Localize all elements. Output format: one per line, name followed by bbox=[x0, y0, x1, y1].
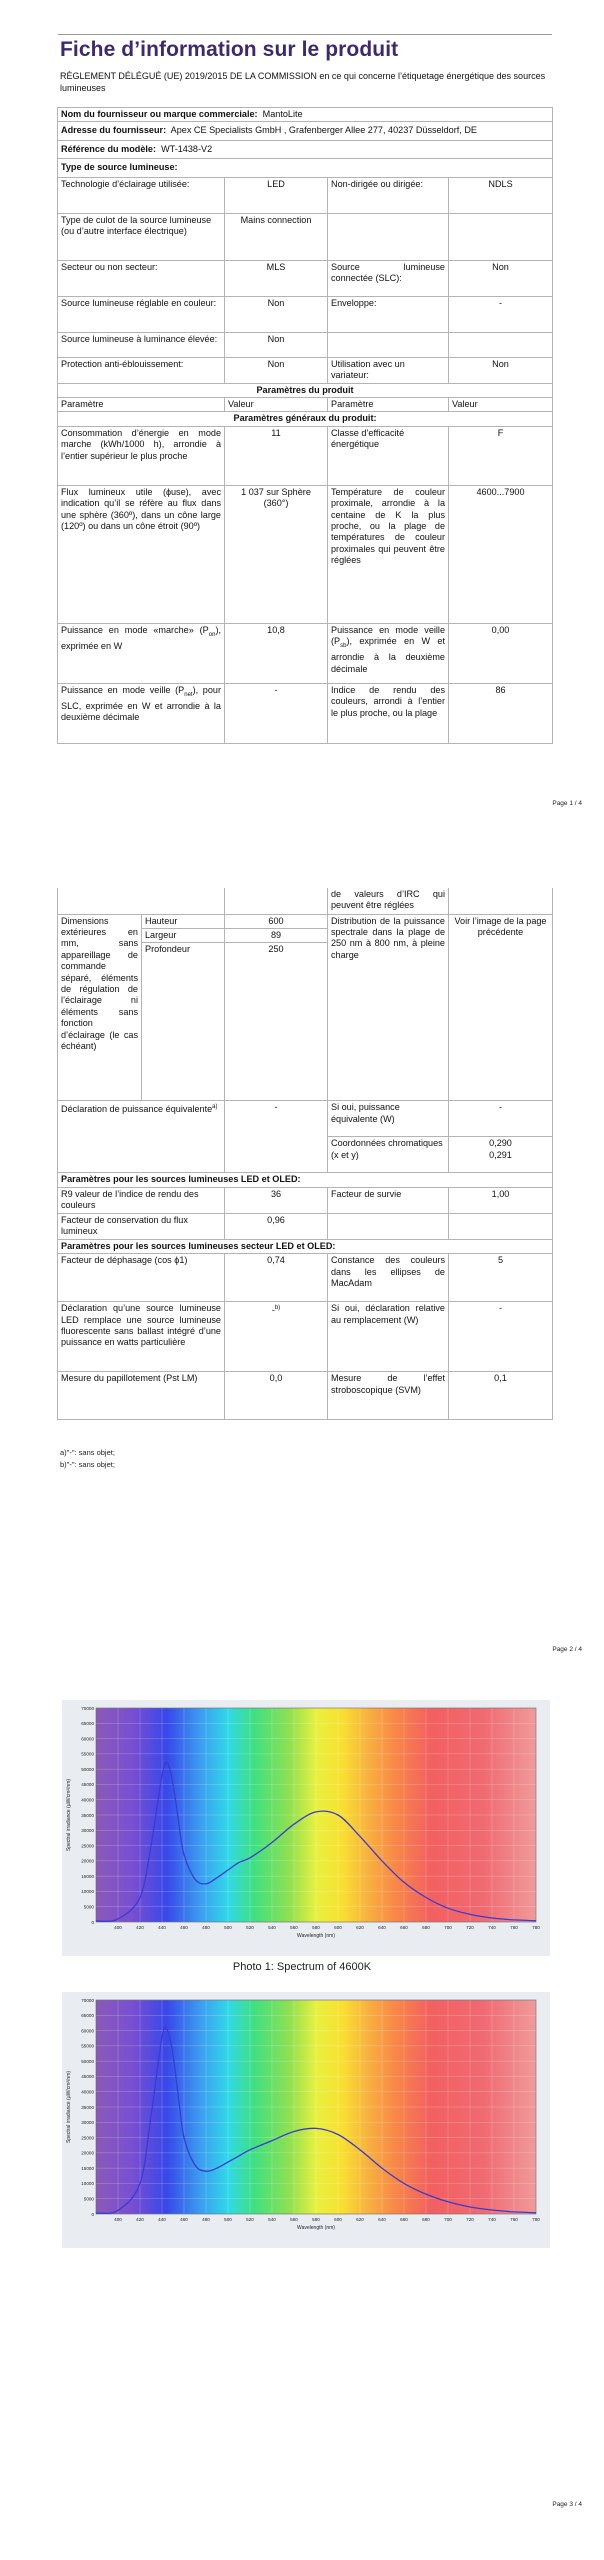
y-tick-label: 15000 bbox=[81, 1873, 94, 1879]
y-tick-label: 50000 bbox=[81, 2058, 94, 2064]
y-tick-label: 45000 bbox=[81, 2074, 94, 2080]
y-axis-label: Spectral irradiance (µW/cm²/nm) bbox=[66, 2070, 72, 2144]
led-header: Paramètres pour les sources lumineuses LED et OLED: bbox=[58, 1173, 553, 1187]
y-tick-label: 55000 bbox=[81, 2043, 94, 2049]
x-tick-label: 660 bbox=[400, 2217, 408, 2222]
spectral-distribution-value: Voir l’image de la page précédente bbox=[449, 914, 553, 1101]
spectral-distribution-label: Distribution de la puissance spectrale dans la plage de 250 nm à 800 nm, à pleine charge bbox=[328, 914, 449, 1101]
model-row bbox=[58, 140, 553, 158]
x-tick-label: 640 bbox=[378, 1925, 386, 1930]
source-row: Type de culot de la source lumineuse (ou d’autre interface électrique) Mains connection bbox=[58, 213, 553, 260]
general-row: Puissance en mode «marche» $(P_{on})$, exprimée en W 10,8 Puissance en mode veille $(P_{sb})$, exprimée en W et arrondie à la deuxième décimale 0,00 bbox=[58, 623, 553, 683]
x-tick-label: 520 bbox=[246, 1925, 254, 1930]
general-row: Puissance en mode veille $(P_{net})$, pour SLC, exprimée en W et arrondie à la deuxième décimale - Indice de rendu des couleurs, arrondi à l’entier le plus proche, ou la plage 86 bbox=[58, 683, 553, 743]
x-tick-label: 780 bbox=[532, 1925, 540, 1930]
x-tick-label: 780 bbox=[532, 2217, 540, 2222]
dimensions-label: Dimensions extérieures en mm, sans appareillage de commande séparé, éléments de régulation de l’éclairage ni éléments sans fonction d’éclairage (le cas échéant) bbox=[58, 914, 142, 1101]
y-tick-label: 40000 bbox=[81, 2089, 94, 2095]
top-rule bbox=[58, 34, 552, 35]
page-2 bbox=[0, 846, 604, 1692]
source-row: Protection anti-éblouissement: Non Utilisation avec un variateur: Non bbox=[58, 357, 553, 383]
address-label: Adresse du fournisseur: bbox=[61, 125, 167, 136]
chromaticity-row: Coordonnées chromatiques (x et y) 0,290 0,291 bbox=[58, 1137, 553, 1173]
x-axis-label: Wavelength (nm) bbox=[297, 1933, 335, 1939]
x-tick-label: 520 bbox=[246, 2217, 254, 2222]
equivalent-power-row: Déclaration de puissance équivalente$^{a)}$ - Si oui, puissance équivalente (W) - bbox=[58, 1101, 553, 1137]
x-tick-label: 680 bbox=[422, 2217, 430, 2222]
product-info-table bbox=[57, 107, 553, 744]
x-tick-label: 560 bbox=[290, 2217, 298, 2222]
x-tick-label: 540 bbox=[268, 2217, 276, 2222]
spectrum-caption: Photo 1: Spectrum of 4600K bbox=[232, 1961, 372, 1973]
y-tick-label: 50000 bbox=[81, 1766, 94, 1772]
x-tick-label: 440 bbox=[158, 2217, 166, 2222]
x-tick-label: 720 bbox=[466, 2217, 474, 2222]
dimension-row: Largeur 89 bbox=[58, 928, 553, 942]
general-row: Flux lumineux utile (ɸuse), avec indication qu’il se réfère au flux dans une sphère (360º), dans un cône large (120º) ou dans un cône étroit (90º) 1 037 sur Sphère (360°) Température de couleur proximale, arrondie à la centaine de K la plus proche, ou la plage de températures de couleur proximales qui peuvent être réglées 4600...7900 bbox=[58, 485, 553, 623]
x-tick-label: 620 bbox=[356, 1925, 364, 1930]
x-axis-label: Wavelength (nm) bbox=[297, 2225, 335, 2231]
dimension-row: Dimensions extérieures en mm, sans appareillage de commande séparé, éléments de régulation de l’éclairage ni éléments sans fonction d’éclairage (le cas échéant) Hauteur 600 Distribution de la puissance spectrale dans la plage de 250 nm à 800 nm, à pleine charge Voir l’image de la page précédente bbox=[58, 914, 553, 928]
x-tick-label: 500 bbox=[224, 2217, 232, 2222]
document-title: Fiche d’information sur le produit bbox=[60, 38, 399, 61]
source-type-header: Type de source lumineuse: bbox=[58, 159, 553, 177]
model-label: Référence du modèle: bbox=[61, 143, 157, 154]
y-tick-label: 45000 bbox=[81, 1782, 94, 1788]
net-standby-label: Puissance en mode veille $(P_{net})$, pour SLC, exprimée en W et arrondie à la deuxième décimale bbox=[58, 683, 225, 743]
x-tick-label: 420 bbox=[136, 1925, 144, 1930]
x-tick-label: 700 bbox=[444, 2217, 452, 2222]
product-info-table-continued bbox=[57, 888, 553, 1420]
x-tick-label: 440 bbox=[158, 1925, 166, 1930]
mains-row: Facteur de déphasage (cos ϕ1) 0,74 Constance des couleurs dans les ellipses de MacAdam 5 bbox=[58, 1254, 553, 1302]
led-row: Facteur de conservation du flux lumineux 0,96 bbox=[58, 1213, 553, 1239]
x-tick-label: 580 bbox=[312, 2217, 320, 2222]
page-number: Page 3 / 4 bbox=[552, 2501, 582, 2508]
y-tick-label: 25000 bbox=[81, 1843, 94, 1849]
y-tick-label: 65000 bbox=[81, 2013, 94, 2019]
y-tick-label: 40000 bbox=[81, 1797, 94, 1803]
standby-power-label: Puissance en mode veille $(P_{sb})$, exprimée en W et arrondie à la deuxième décimale bbox=[328, 623, 449, 683]
x-tick-label: 740 bbox=[488, 1925, 496, 1930]
spectrum-chart-1 bbox=[62, 1700, 550, 1956]
y-axis-label: Spectral irradiance (µW/cm²/nm) bbox=[66, 1778, 72, 1852]
supplier-value: MantoLite bbox=[262, 109, 303, 119]
x-tick-label: 400 bbox=[114, 2217, 122, 2222]
x-tick-label: 760 bbox=[510, 1925, 518, 1930]
page-number: Page 2 / 4 bbox=[552, 1646, 582, 1653]
x-tick-label: 560 bbox=[290, 1925, 298, 1930]
x-tick-label: 700 bbox=[444, 1925, 452, 1930]
column-headers: Paramètre Valeur Paramètre Valeur bbox=[58, 398, 553, 412]
page-1 bbox=[0, 0, 604, 846]
y-tick-label: 30000 bbox=[81, 1828, 94, 1834]
source-row: Secteur ou non secteur: MLS Source lumineuse connectée (SLC): Non bbox=[58, 260, 553, 296]
mains-header: Paramètres pour les sources lumineuses secteur LED et OLED: bbox=[58, 1239, 553, 1253]
x-tick-label: 500 bbox=[224, 1925, 232, 1930]
x-tick-label: 540 bbox=[268, 1925, 276, 1930]
source-row: Technologie d’éclairage utilisée: LED Non-dirigée ou dirigée: NDLS bbox=[58, 177, 553, 213]
y-tick-label: 35000 bbox=[81, 1812, 94, 1818]
y-tick-label: 10000 bbox=[81, 1889, 94, 1895]
y-tick-label: 55000 bbox=[81, 1751, 94, 1757]
page-number: Page 1 / 4 bbox=[552, 800, 582, 807]
x-tick-label: 600 bbox=[334, 1925, 342, 1930]
mains-row: Mesure du papillotement (Pst LM) 0,0 Mesure de l’effet stroboscopique (SVM) 0,1 bbox=[58, 1372, 553, 1420]
y-tick-label: 60000 bbox=[81, 2028, 94, 2034]
y-tick-label: 20000 bbox=[81, 1858, 94, 1864]
x-tick-label: 580 bbox=[312, 1925, 320, 1930]
x-tick-label: 720 bbox=[466, 1925, 474, 1930]
x-tick-label: 400 bbox=[114, 1925, 122, 1930]
x-tick-label: 460 bbox=[180, 1925, 188, 1930]
y-tick-label: 0 bbox=[91, 2211, 94, 2217]
y-tick-label: 5000 bbox=[83, 1904, 94, 1910]
x-tick-label: 420 bbox=[136, 2217, 144, 2222]
source-row: Source lumineuse à luminance élevée: Non bbox=[58, 332, 553, 357]
x-tick-label: 660 bbox=[400, 1925, 408, 1930]
x-tick-label: 740 bbox=[488, 2217, 496, 2222]
y-tick-label: 20000 bbox=[81, 2150, 94, 2156]
page-3 bbox=[0, 1692, 604, 2560]
regulation-text: RÈGLEMENT DÉLÉGUÉ (UE) 2019/2015 DE LA COMMISSION en ce qui concerne l’étiquetage énergétique des sources lumineuses bbox=[60, 71, 546, 93]
y-tick-label: 0 bbox=[91, 1919, 94, 1925]
x-tick-label: 480 bbox=[202, 1925, 210, 1930]
x-tick-label: 760 bbox=[510, 2217, 518, 2222]
dimension-row: Profondeur 250 bbox=[58, 943, 553, 1101]
y-tick-label: 70000 bbox=[81, 1705, 94, 1711]
on-power-label: Puissance en mode «marche» $(P_{on})$, exprimée en W bbox=[58, 623, 225, 683]
x-tick-label: 620 bbox=[356, 2217, 364, 2222]
x-tick-label: 680 bbox=[422, 1925, 430, 1930]
model-value: WT-1438-V2 bbox=[161, 143, 213, 154]
address-row bbox=[58, 122, 553, 140]
y-tick-label: 30000 bbox=[81, 2120, 94, 2126]
led-row: R9 valeur de l’indice de rendu des couleurs 36 Facteur de survie 1,00 bbox=[58, 1187, 553, 1213]
general-row: Consommation d’énergie en mode marche (kWh/1000 h), arrondie à l’entier supérieur le plus proche 11 Classe d’efficacité énergétique F bbox=[58, 426, 553, 485]
mains-row: Déclaration qu’une source lumineuse LED remplace une source lumineuse fluorescente sans ballast intégré d’une puissance en watts particulière -$^{b)}$ Si oui, déclaration relative au remplacement (W) - bbox=[58, 1302, 553, 1372]
x-tick-label: 480 bbox=[202, 2217, 210, 2222]
y-tick-label: 10000 bbox=[81, 2181, 94, 2187]
cri-continued-row: de valeurs d’IRC qui peuvent être réglées bbox=[58, 888, 553, 914]
supplier-row bbox=[58, 108, 553, 122]
source-row: Source lumineuse réglable en couleur: Non Enveloppe: - bbox=[58, 296, 553, 332]
supplier-label: Nom du fournisseur ou marque commerciale: bbox=[61, 109, 258, 119]
general-header: Paramètres généraux du produit: bbox=[58, 412, 553, 426]
x-tick-label: 600 bbox=[334, 2217, 342, 2222]
y-tick-label: 60000 bbox=[81, 1736, 94, 1742]
y-tick-label: 70000 bbox=[81, 1997, 94, 2003]
x-tick-label: 460 bbox=[180, 2217, 188, 2222]
params-header: Paramètres du produit bbox=[58, 383, 553, 397]
y-tick-label: 35000 bbox=[81, 2104, 94, 2110]
y-tick-label: 25000 bbox=[81, 2135, 94, 2141]
y-tick-label: 65000 bbox=[81, 1721, 94, 1727]
y-tick-label: 15000 bbox=[81, 2165, 94, 2171]
address-value: Apex CE Specialists GmbH , Grafenberger Allee 277, 40237 Düsseldorf, DE bbox=[170, 125, 477, 136]
y-tick-label: 5000 bbox=[83, 2196, 94, 2202]
spectrum-chart-2 bbox=[62, 1992, 550, 2248]
footnote-b: b)"-": sans objet; bbox=[60, 1460, 115, 1469]
x-tick-label: 640 bbox=[378, 2217, 386, 2222]
footnote-a: a)"-": sans objet; bbox=[60, 1448, 115, 1457]
